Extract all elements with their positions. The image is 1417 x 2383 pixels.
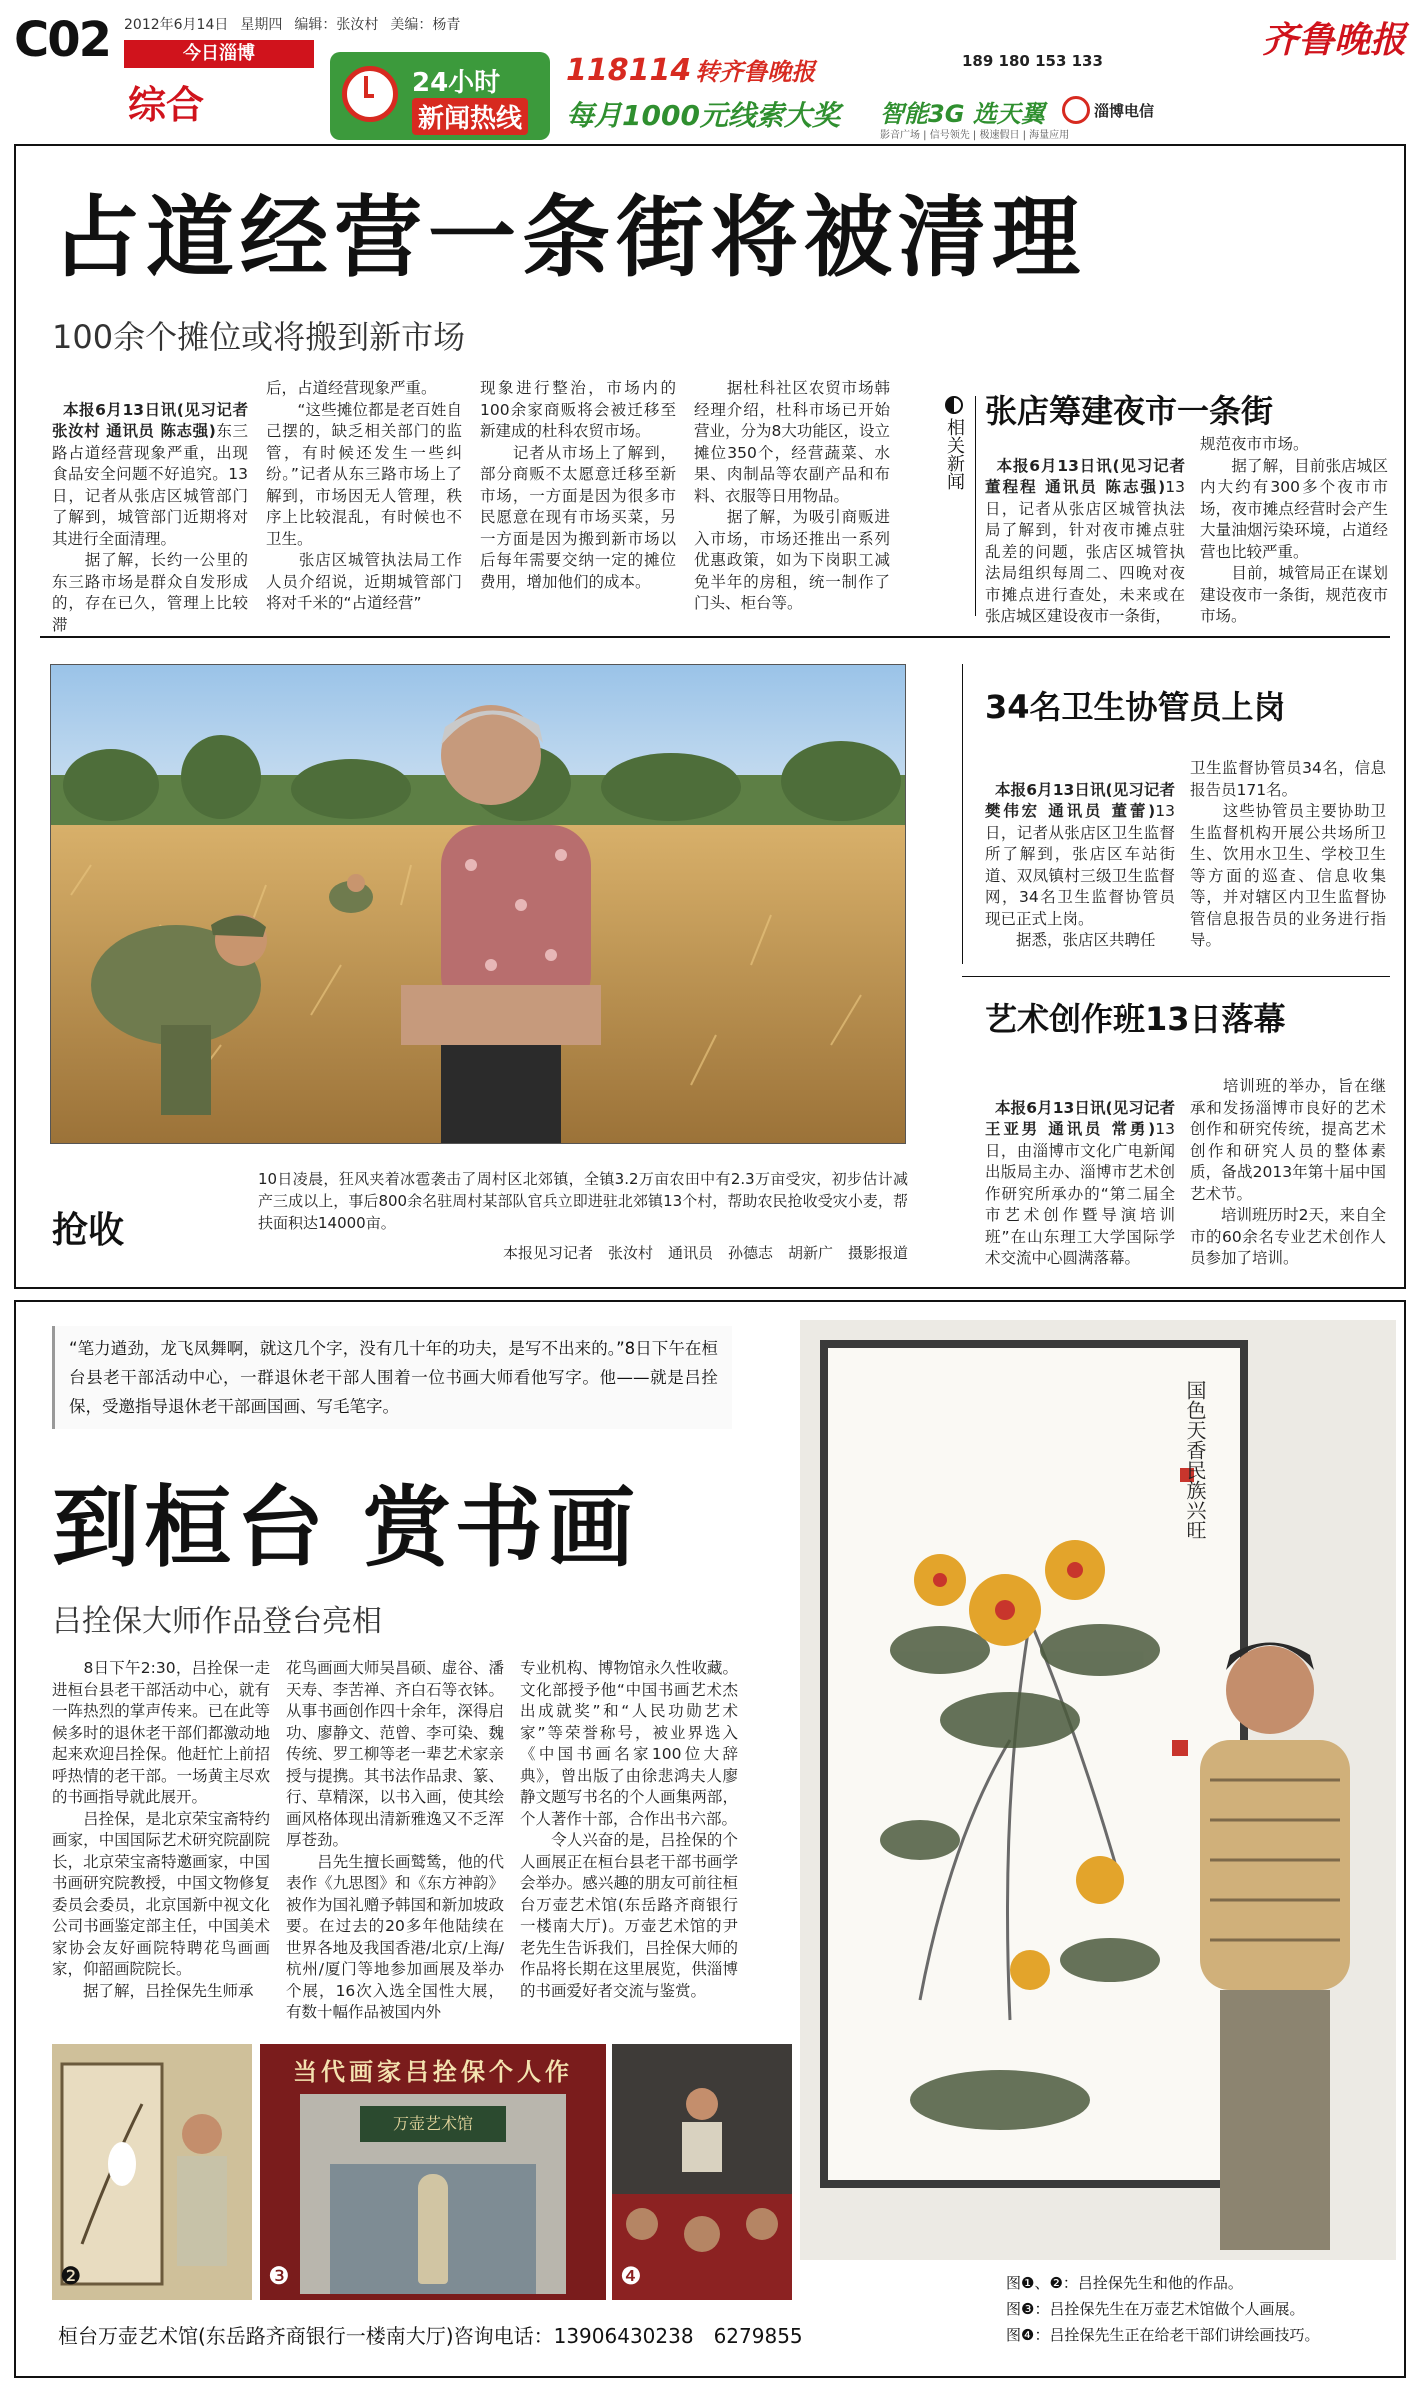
related-col-1 <box>985 434 1191 628</box>
art-intro <box>52 1326 732 1429</box>
photo-2-illustration <box>52 2044 252 2300</box>
telecom-slogan: 智能3G 选天翼 <box>880 100 1045 128</box>
prize-label: 每月1000元线索大奖 <box>566 99 840 132</box>
photo-credit: 本报见习记者 张汝村 通讯员 孙德志 胡新广 摄影报道 <box>502 1244 908 1262</box>
main-col-1 <box>52 378 254 636</box>
harvest-photo <box>50 664 906 1144</box>
photo-number-3: ❸ <box>268 2262 290 2290</box>
page-header <box>0 0 1417 141</box>
header-date-line <box>124 14 460 34</box>
gallery-photo-3 <box>260 2044 606 2300</box>
main-headline: 占道经营一条街将被清理 <box>52 186 1087 289</box>
designer: 美编：杨青 <box>390 17 461 33</box>
related-col-2: 规范夜市市场。 据了解，目前张店城区内大约有300多个夜市市场，夜市摊点经营时会产生大量油烟污染环境，占道经营也比较严重。 目前，城管局正在谋划建设夜市一条街，规范夜市市场。 <box>1200 435 1388 625</box>
main-col-4: 据杜科社区农贸市场韩经理介绍，杜科市场已开始营业，分为8大功能区，设立摊位350个，经营蔬菜、水果、肉制品等农副产品和布料、衣服等日用物品。 据了解，为吸引商贩进入市场，市场还推出一系列优惠政策，如为下岗职工减免半年的房租，统一制作了门头、柜台等。 <box>694 379 890 612</box>
art-col-1: 8日下午2:30，吕拴保一走进桓台县老干部活动中心，就有一阵热烈的掌声传来。已在此等候多时的退休老干部们都激动地起来欢迎吕拴保。他赶忙上前招呼热情的老干部。一场黄主尽欢的书画指导就此展开。 吕拴保，是北京荣宝斋特约画家，中国国际艺术研究院副院长，北京荣宝斋特邀画家，中国书画研究院教授，中国文物修复委员会委员，北京国新中视文化公司书画鉴定部主任，中国美术家协会友好画院特聘花鸟画画家，仰韶画院院长。 据了解，吕拴保先生师承 <box>52 1659 270 2000</box>
related-news-marker <box>940 396 968 490</box>
health-divider <box>962 664 963 964</box>
gallery-person <box>418 2174 448 2284</box>
related-col-1-text: 13日，记者从张店区城管执法局了解到，针对夜市摊点驻乱差的问题，张店区城管执法局组织每周二、四晚对夜市摊点进行查处，未来或在张店城区建设夜市一条街， <box>985 478 1185 625</box>
health-col-2: 卫生监督协管员34名，信息报告员171名。 这些协管员主要协助卫生监督机构开展公共场所卫生、饮用水卫生、学校卫生等方面的巡查、信息收集等，并对辖区内卫生监督协管信息报告员的业务进行指导。 <box>1190 759 1386 949</box>
artist-painting-photo <box>800 1320 1396 2260</box>
phone-numbers: 189 180 153 133 <box>962 52 1103 70</box>
gallery-building <box>300 2094 566 2294</box>
related-divider <box>975 396 976 616</box>
weekday: 星期四 <box>240 17 283 33</box>
related-headline: 张店筹建夜市一条街 <box>985 392 1274 430</box>
ad-banner <box>330 52 1170 140</box>
half-circle-icon <box>945 396 963 414</box>
main-col-2: 后，占道经营现象严重。 “这些摊位都是老百姓自己摆的，缺乏相关部门的监管，有时候还发生一些纠纷。”记者从东三路市场上了解到，市场因无人管理，秩序上比较混乱，有时候也不卫生。 张店区城管执法局工作人员介绍说，近期城管部门将对千米的“占道经营” <box>266 379 462 612</box>
caption-3: 图❹：吕拴保先生正在给老干部们讲绘画技巧。 <box>1006 2326 1320 2344</box>
art-col-3: 专业机构、博物馆永久性收藏。文化部授予他“中国书画艺术杰出成就奖”和“人民功勋艺术家”等荣誉称号，被业界选入《中国书画名家100位大辞典》，曾出版了由徐悲鸿夫人廖静文题写书名的个人画集两部，个人著作十部，合作出书六部。 令人兴奋的是，吕拴保的个人画展正在桓台县老干部书画学会举办。感兴趣的朋友可前往桓台万壶艺术馆(东岳路齐商银行一楼南大厅)。万壶艺术馆的尹老先生告诉我们，吕拴保大师的作品将长期在这里展览，供淄博的书画爱好者交流与鉴赏。 <box>520 1659 738 2000</box>
date: 2012年6月14日 <box>124 17 229 33</box>
section-name: 综合 <box>128 83 205 127</box>
art-intro-text: “笔力遒劲，龙飞凤舞啊，就这几个字，没有几十年的功夫，是写不出来的。”8日下午在桓台县老干部活动中心，一群退休老干部人围着一位书画大师看他写字。他——就是吕拴保，受邀指导退休老干部画国画、写毛笔字。 <box>69 1339 718 1416</box>
gallery-photo-4 <box>612 2044 792 2300</box>
hotline-badge <box>330 52 550 140</box>
main-subhead: 100余个摊位或将搬到新市场 <box>52 318 466 356</box>
main-col-1-text: 东三路占道经营现象严重，出现食品安全问题不好追究。13日，记者从张店区城管部门了解到，城管部门近期将对其进行全面清理。 据了解，长约一公里的东三路市场是群众自发形成的，存在已久，管理上比较滞 <box>52 422 248 634</box>
health-col-1 <box>985 758 1181 952</box>
page-code: C02 <box>14 12 111 68</box>
top-rule <box>40 636 1390 638</box>
hotline-label: 24小时 <box>412 68 501 98</box>
health-dateline: 本报6月13日讯(见习记者 樊伟宏 通讯员 董蕾) <box>985 780 1181 820</box>
telecom-brand: 淄博电信 <box>1094 102 1155 120</box>
photo-number-4: ❹ <box>620 2262 642 2290</box>
city-badge: 今日淄博 <box>124 40 314 68</box>
photo-number-2: ❷ <box>60 2262 82 2290</box>
photo-caption-box <box>258 1168 908 1264</box>
hotline-label-2: 新闻热线 <box>412 98 528 135</box>
main-dateline: 本报6月13日讯(见习记者 张汝村 通讯员 陈志强) <box>52 400 254 440</box>
art-headline: 到桓台 赏书画 <box>52 1476 639 1579</box>
editor: 编辑：张汝村 <box>294 17 379 33</box>
health-col-1-text: 13日，记者从张店区卫生监督所了解到，张店区车站街道、双凤镇村三级卫生监督网，34名卫生监督协管员现已正式上岗。 据悉，张店区共聘任 <box>985 802 1175 949</box>
painting-illustration <box>800 1320 1396 2260</box>
art-class-headline: 艺术创作班13日落幕 <box>985 1000 1286 1038</box>
gallery-photo-2 <box>52 2044 252 2300</box>
telecom-logo-icon <box>1062 96 1090 124</box>
gallery-banner: 当代画家吕拴保个人作 <box>293 2058 573 2086</box>
photo-label: 抢收 <box>52 1210 125 1251</box>
contact-line: 桓台万壶艺术馆(东岳路齐商银行一楼南大厅)咨询电话：13906430238 6279855 <box>58 2324 803 2348</box>
main-col-3: 现象进行整治，市场内的100余家商贩将会被迁移至新建成的杜科农贸市场。 记者从市场上了解到，部分商贩不太愿意迁移至新市场，一方面是因为很多市民愿意在现有市场买菜，另一方面是因为搬到新市场以后每年需要交纳一定的摊位费用，增加他们的成本。 <box>480 379 676 591</box>
art-class-col-1 <box>985 1076 1181 1270</box>
telecom-tags: 影音广场 | 信号领先 | 极速假日 | 海量应用 <box>880 130 1070 141</box>
hotline-suffix: 转齐鲁晚报 <box>695 58 816 86</box>
caption-2: 图❸：吕拴保先生在万壶艺术馆做个人画展。 <box>1006 2300 1305 2318</box>
caption-1: 图❶、❷：吕拴保先生和他的作品。 <box>1006 2274 1243 2292</box>
art-col-2: 花鸟画画大师吴昌硕、虚谷、潘天寿、李苦禅、齐白石等衣钵。从事书画创作四十余年，深得启功、廖静文、范曾、李可染、魏传统、罗工柳等老一辈艺术家亲授与提携。其书法作品隶、篆、行、草精深，以书入画，使其绘画风格体现出清新雅逸又不乏浑厚苍劲。 吕先生擅长画鹫鸶，他的代表作《九思图》和《东方神韵》被作为国礼赠予韩国和新加坡政要。在过去的20多年他陆续在世界各地及我国香港/北京/上海/杭州/厦门等地参加画展及举办个展，16次入选全国性大展，有数十幅作品被国内外 <box>286 1659 504 2021</box>
mid-right-rule <box>962 976 1390 977</box>
art-class-dateline: 本报6月13日讯(见习记者 王亚男 通讯员 常勇) <box>985 1098 1181 1138</box>
art-class-col-2: 培训班的举办，旨在继承和发扬淄博市良好的艺术创作和研究传统，提高艺术创作和研究人员的整体素质，备战2013年第十届中国艺术节。 培训班历时2天，来自全市的60余名专业艺术创作人员参加了培训。 <box>1190 1077 1386 1267</box>
painting-inscription: 国色天香民族兴旺 <box>1183 1380 1207 1540</box>
related-news-label: 相关新闻 <box>944 418 965 490</box>
art-subhead: 吕拴保大师作品登台亮相 <box>52 1604 382 1639</box>
health-headline: 34名卫生协管员上岗 <box>985 688 1286 726</box>
masthead: 齐鲁晚报 <box>1262 19 1407 61</box>
gallery-sign: 万壶艺术馆 <box>360 2106 506 2142</box>
photo-captions <box>1006 2270 1396 2348</box>
photo-caption: 10日凌晨，狂风夹着冰雹袭击了周村区北郊镇，全镇3.2万亩农田中有2.3万亩受灾，初步估计减产三成以上，事后800余名驻周村某部队官兵立即进驻北郊镇13个村，帮助农民抢收受灾小麦，帮扶面积达14000亩。 <box>258 1170 908 1232</box>
related-dateline: 本报6月13日讯(见习记者 董程程 通讯员 陈志强) <box>985 456 1191 496</box>
harvest-photo-illustration <box>51 665 906 1144</box>
art-class-col-1-text: 13日，由淄博市文化广电新闻出版局主办、淄博市艺术创作研究所承办的“第二届全市艺术创作暨导演培训班”在山东理工大学国际学术交流中心圆满落幕。 <box>985 1120 1175 1267</box>
hotline-number: 118114 <box>566 53 692 88</box>
